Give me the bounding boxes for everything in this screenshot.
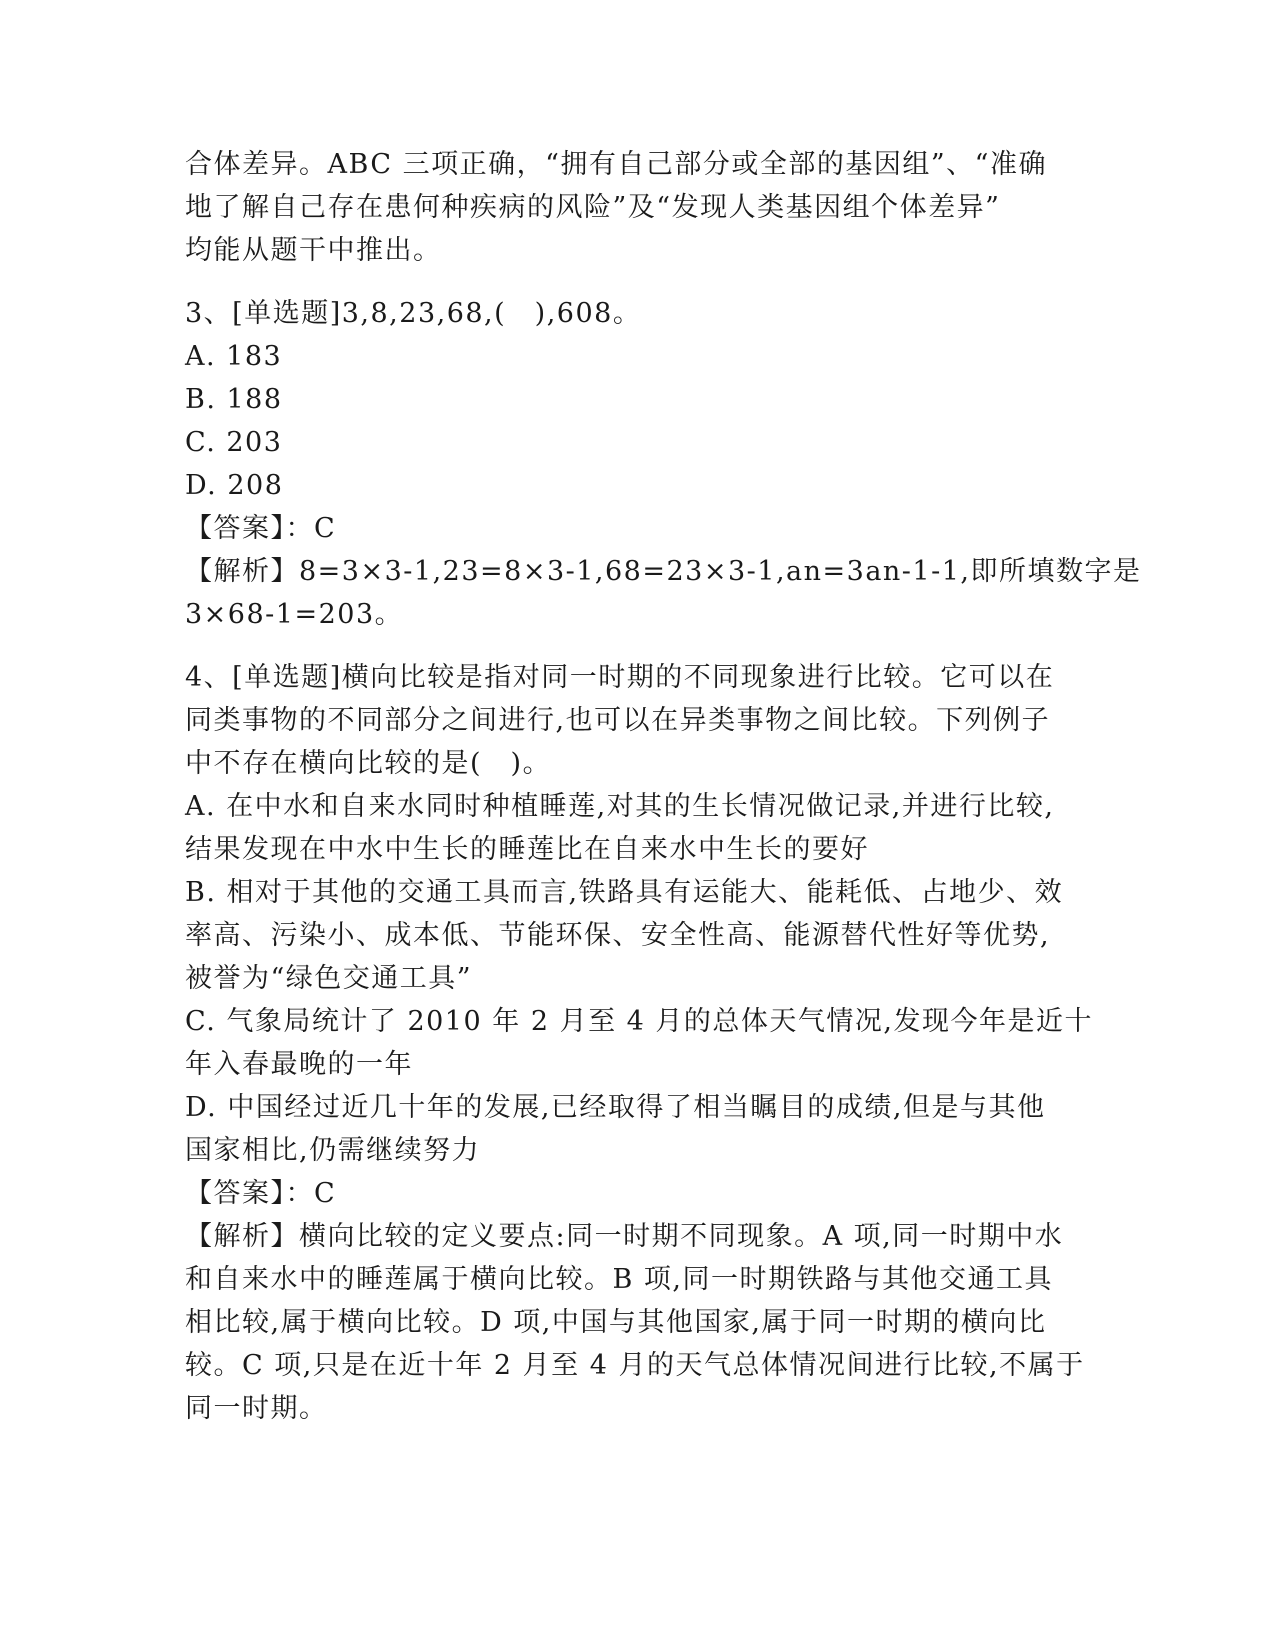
- option-a: A. 183: [185, 341, 283, 372]
- option-a: A. 在中水和自来水同时种植睡莲,对其的生长情况做记录,并进行比较,: [185, 791, 1055, 822]
- question-4: [185, 656, 1095, 1430]
- question-stem: 3、[单选题]3,8,23,68,( ),608。: [185, 298, 642, 329]
- text-line: 均能从题干中推出。: [185, 235, 442, 266]
- option-b-cont: 被誉为“绿色交通工具”: [185, 963, 473, 994]
- analysis-line: 【解析】8=3×3-1,23=8×3-1,68=23×3-1,an=3an-1-1,即所填数字是: [185, 556, 1142, 587]
- analysis-line: 【解析】横向比较的定义要点:同一时期不同现象。A 项,同一时期中水: [185, 1221, 1064, 1252]
- text-line: 合体差异。ABC 三项正确，“拥有自己部分或全部的基因组”、“准确: [185, 149, 1047, 180]
- option-b: B. 188: [185, 384, 283, 415]
- question-stem: 同类事物的不同部分之间进行,也可以在异类事物之间比较。下列例子: [185, 705, 1051, 736]
- document-page: [185, 143, 1142, 1430]
- analysis-line: 较。C 项,只是在近十年 2 月至 4 月的天气总体情况间进行比较,不属于: [185, 1350, 1085, 1381]
- question-3: [185, 292, 1142, 636]
- option-b-cont: 率高、污染小、成本低、节能环保、安全性高、能源替代性好等优势,: [185, 920, 1051, 951]
- analysis-line: 同一时期。: [185, 1393, 328, 1424]
- option-d: D. 208: [185, 470, 284, 501]
- analysis-line: 和自来水中的睡莲属于横向比较。B 项,同一时期铁路与其他交通工具: [185, 1264, 1054, 1295]
- option-c: C. 203: [185, 427, 283, 458]
- question-stem: 中不存在横向比较的是( )。: [185, 748, 552, 779]
- answer-line: 【答案】：C: [185, 1178, 337, 1209]
- option-d-cont: 国家相比,仍需继续努力: [185, 1135, 481, 1166]
- option-c: C. 气象局统计了 2010 年 2 月至 4 月的总体天气情况,发现今年是近十: [185, 1006, 1094, 1037]
- option-d: D. 中国经过近几十年的发展,已经取得了相当瞩目的成绩,但是与其他: [185, 1092, 1046, 1123]
- question-stem: 4、[单选题]横向比较是指对同一时期的不同现象进行比较。它可以在: [185, 662, 1055, 693]
- intro-paragraph: [185, 143, 1095, 272]
- option-b: B. 相对于其他的交通工具而言,铁路具有运能大、能耗低、占地少、效: [185, 877, 1064, 908]
- option-a-cont: 结果发现在中水中生长的睡莲比在自来水中生长的要好: [185, 834, 869, 865]
- text-line: 地了解自己存在患何种疾病的风险”及“发现人类基因组个体差异”: [185, 192, 1001, 223]
- option-c-cont: 年入春最晚的一年: [185, 1049, 413, 1080]
- analysis-line: 相比较,属于横向比较。D 项,中国与其他国家,属于同一时期的横向比: [185, 1307, 1047, 1338]
- answer-line: 【答案】：C: [185, 513, 337, 544]
- analysis-line: 3×68-1=203。: [185, 599, 404, 630]
